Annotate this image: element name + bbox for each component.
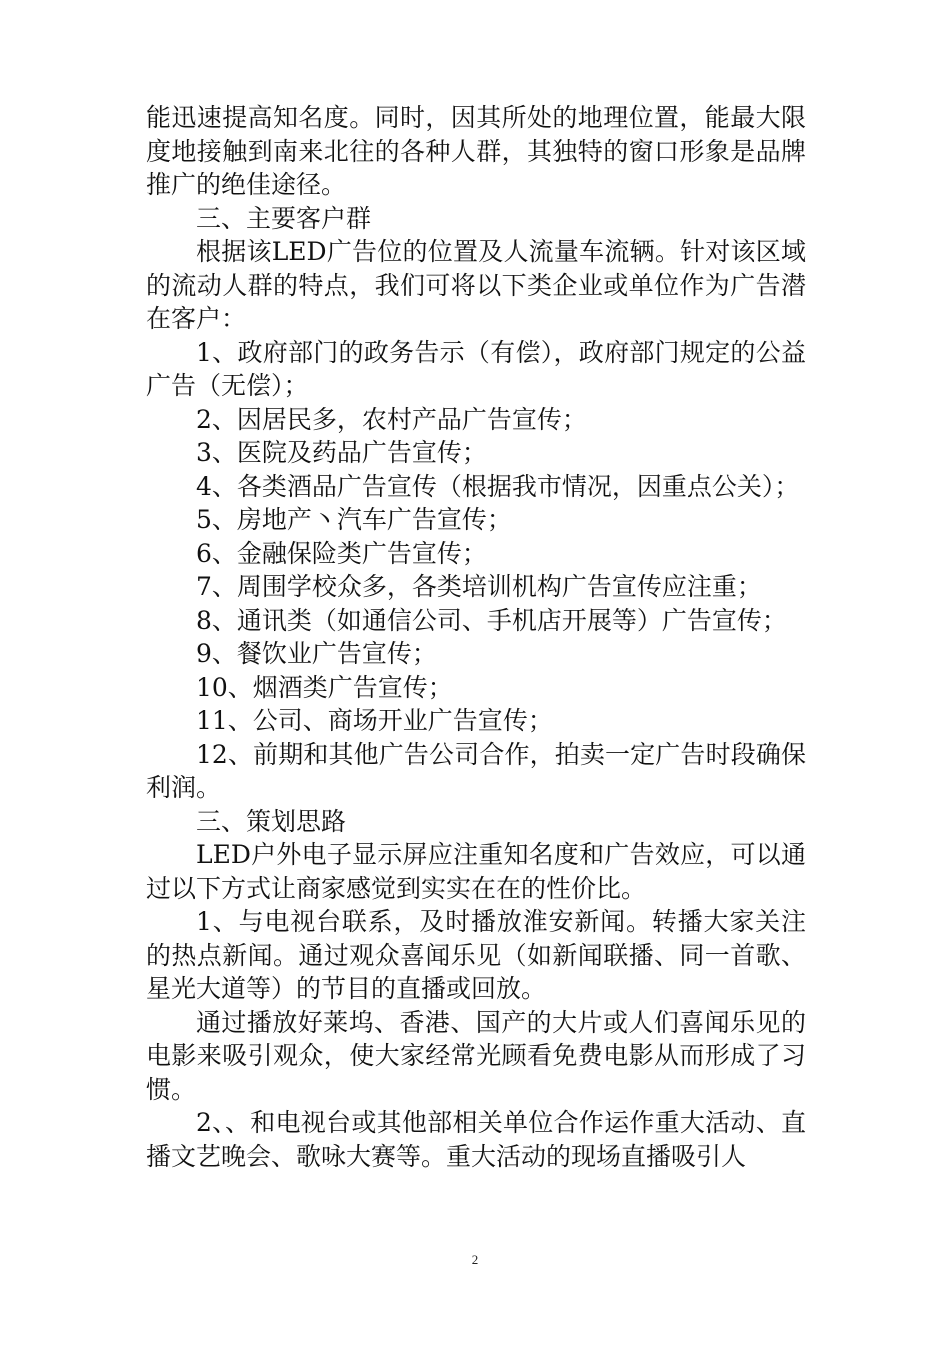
list-item: 6、金融保险类广告宣传； [196,538,487,568]
page-number: 2 [471,1252,479,1267]
body-text [146,101,806,1173]
paragraph-continuation: 能迅速提高知名度。同时，因其所处的地理位置，能最大限度地接触到南来北往的各种人群，其独特的窗口形象是品牌推广的绝佳途径。 [146,103,806,199]
list-item: 10、烟酒类广告宣传； [196,672,453,702]
list-item: 11、公司、商场开业广告宣传； [196,706,553,735]
list-item: 9、餐饮业广告宣传； [196,639,437,668]
list-item: 1、与电视台联系，及时播放淮安新闻。转播大家关注的热点新闻。通过观众喜闻乐见（如新闻联播、同一首歌、星光大道等）的节目的直播或回放。 [146,907,806,1003]
paragraph-customer-intro: 根据该LED广告位的位置及人流量车流辆。针对该区域的流动人群的特点，我们可将以下类企业或单位作为广告潜在客户： [146,237,806,333]
list-item: 2、因居民多，农村产品广告宣传； [196,404,587,434]
list-item: 2、、和电视台或其他部相关单位合作运作重大活动、直播文艺晚会、歌咏大赛等。重大活动的现场直播吸引人 [146,1108,806,1171]
list-item: 5、房地产丶汽车广告宣传； [196,505,512,534]
section-heading-planning: 三、策划思路 [196,806,347,836]
section-heading-main-customers: 三、主要客户群 [196,203,372,233]
paragraph-planning-intro: LED户外电子显示屏应注重知名度和广告效应，可以通过以下方式让商家感觉到实实在在的性价比。 [146,840,806,903]
list-item: 3、医院及药品广告宣传； [196,438,487,467]
list-item: 8、通讯类（如通信公司、手机店开展等）广告宣传； [196,605,787,635]
list-item: 12、前期和其他广告公司合作，拍卖一定广告时段确保利润。 [146,739,806,802]
list-item: 4、各类酒品广告宣传（根据我市情况，因重点公关）； [196,471,800,501]
paragraph-movies: 通过播放好莱坞、香港、国产的大片或人们喜闻乐见的电影来吸引观众，使大家经常光顾看免费电影从而形成了习惯。 [146,1007,806,1104]
list-item: 7、周围学校众多，各类培训机构广告宣传应注重； [196,572,762,601]
list-item: 1、政府部门的政务告示（有偿），政府部门规定的公益广告（无偿）； [146,337,806,400]
